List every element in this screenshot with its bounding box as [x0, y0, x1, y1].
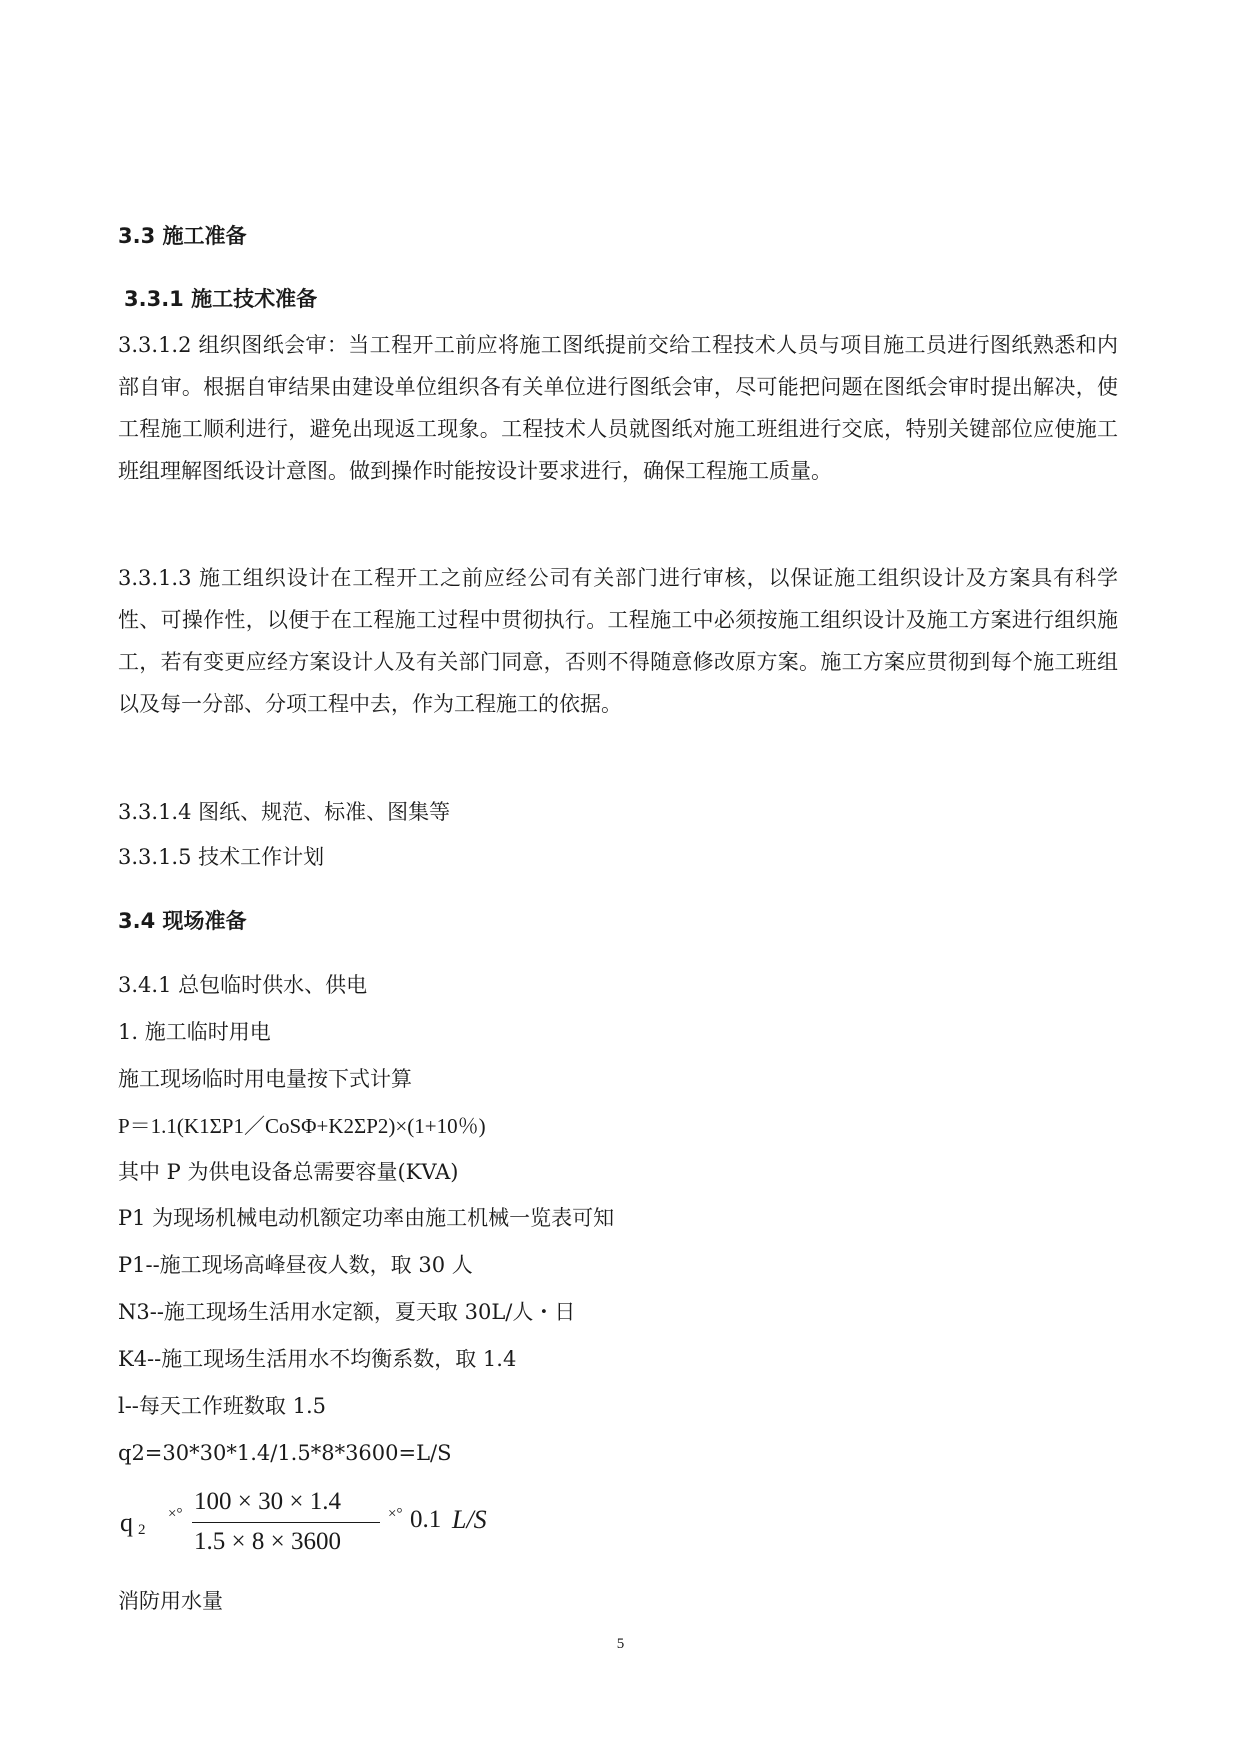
formula-unit: L/S	[452, 1505, 487, 1534]
formula-denominator: 1.5 × 8 × 3600	[194, 1528, 341, 1555]
line-p1-people: P1--施工现场高峰昼夜人数，取 30 人	[118, 1253, 473, 1277]
line-calc: 施工现场临时用电量按下式计算	[118, 1067, 412, 1091]
heading-3-4: 3.4 现场准备	[118, 909, 247, 933]
item-1: 1. 施工临时用电	[118, 1020, 271, 1044]
line-p1-definition: P1 为现场机械电动机额定功率由施工机械一览表可知	[118, 1206, 615, 1230]
paragraph-3-3-1-3: 3.3.1.3 施工组织设计在工程开工之前应经公司有关部门进行审核，以保证施工组织设计及方案具有科学性、可操作性，以便于在工程施工过程中贯彻执行。工程施工中必须按施工组织设计及施工方案进行组织施工，若有变更应经方案设计人及有关部门同意，否则不得随意修改原方案。施工方案应贯彻到每个施工班组以及每一分部、分项工程中去，作为工程施工的依据。	[118, 566, 1118, 716]
heading-3-3: 3.3 施工准备	[118, 224, 247, 248]
formula-result: 0.1	[410, 1506, 442, 1533]
formula-approx-1: ×°	[168, 1506, 183, 1522]
line-p-definition: 其中 P 为供电设备总需要容量(KVA)	[118, 1160, 459, 1184]
formula-numerator: 100 × 30 × 1.4	[194, 1488, 341, 1515]
line-q2: q2=30*30*1.4/1.5*8*3600=L/S	[118, 1441, 452, 1465]
line-l: l--每天工作班数取 1.5	[118, 1394, 326, 1418]
item-3-3-1-5: 3.3.1.5 技术工作计划	[118, 845, 325, 869]
line-k4: K4--施工现场生活用水不均衡系数，取 1.4	[118, 1347, 517, 1371]
page-number: 5	[616, 1636, 625, 1652]
q2-formula	[118, 1488, 538, 1558]
formula-lhs: q	[120, 1508, 133, 1537]
item-3-4-1: 3.4.1 总包临时供水、供电	[118, 973, 368, 997]
paragraph-3-3-1-2: 3.3.1.2 组织图纸会审：当工程开工前应将施工图纸提前交给工程技术人员与项目施工员进行图纸熟悉和内部自审。根据自审结果由建设单位组织各有关单位进行图纸会审，尽可能把问题在图纸会审时提出解决，使工程施工顺利进行，避免出现返工现象。工程技术人员就图纸对施工班组进行交底，特别关键部位应使施工班组理解图纸设计意图。做到操作时能按设计要求进行，确保工程施工质量。	[118, 333, 1118, 483]
line-fire-water: 消防用水量	[118, 1589, 223, 1613]
fraction-bar	[192, 1522, 380, 1523]
formula-lhs-subscript: 2	[138, 1522, 146, 1538]
formula-p: P＝1.1(K1ΣP1／CoSΦ+K2ΣP2)×(1+10％)	[118, 1114, 486, 1138]
line-n3: N3--施工现场生活用水定额，夏天取 30L/人・日	[118, 1300, 576, 1324]
heading-3-3-1: 3.3.1 施工技术准备	[124, 287, 318, 311]
item-3-3-1-4: 3.3.1.4 图纸、规范、标准、图集等	[118, 800, 451, 824]
formula-approx-2: ×°	[388, 1506, 403, 1522]
